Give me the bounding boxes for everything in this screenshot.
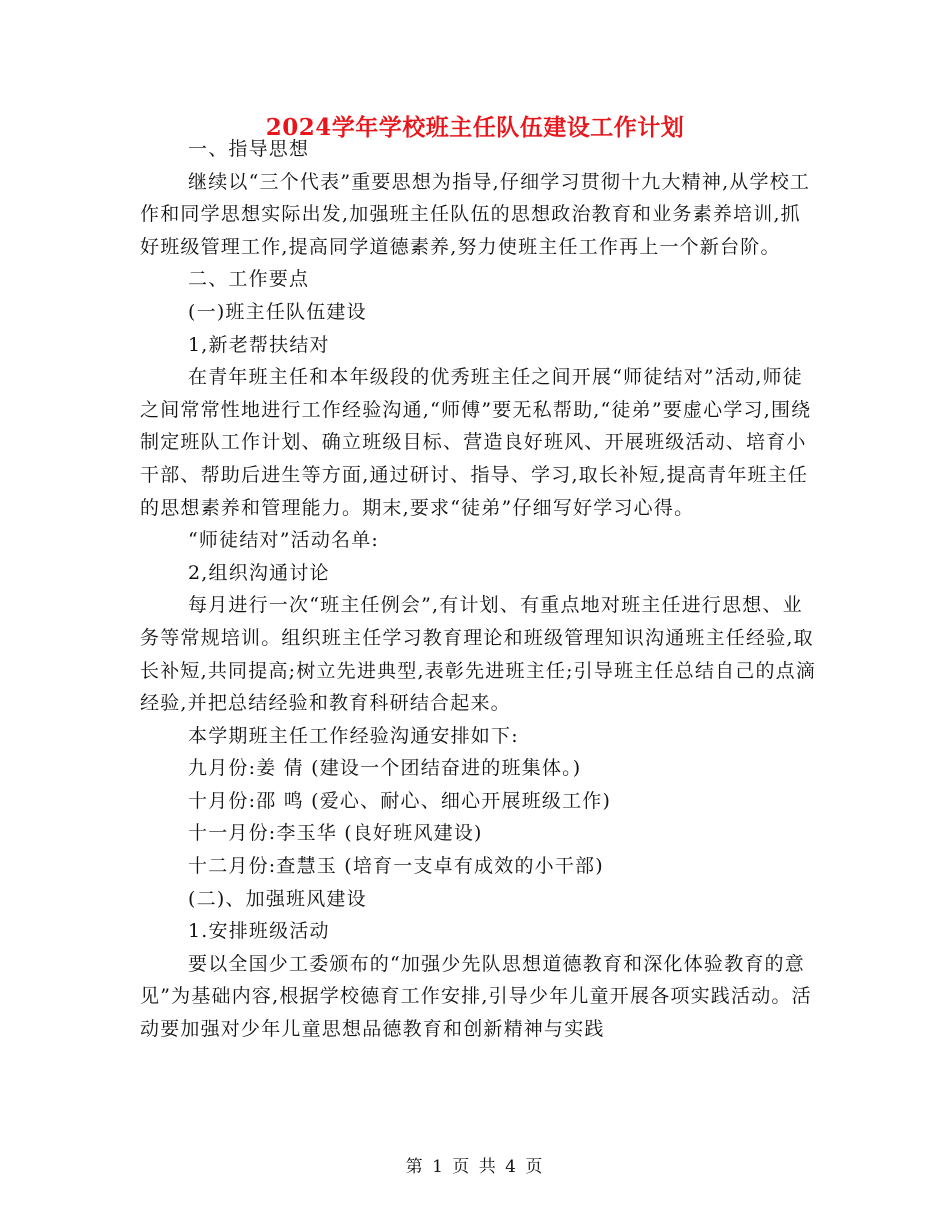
body-paragraph: 每月进行一次“班主任例会”,有计划、有重点地对班主任进行思想、业务等常规培训。组织班主任学习教育理论和班级管理知识沟通班主任经验,取长补短,共同提高;树立先进典型,表彰先进班主任;引导班主任总结自己的点滴经验,并把总结经验和教育科研结合起来。 [140,594,817,715]
subsection-heading: (二)、加强班风建设 [188,887,367,910]
subsection-heading: (一)班主任队伍建设 [188,300,367,323]
document-body [140,133,820,1046]
schedule-item: 九月份:姜 倩 (建设一个团结奋进的班集体。) [188,757,582,780]
body-paragraph: 在青年班主任和本年级段的优秀班主任之间开展“师徒结对”活动,师徒之间常常性地进行工作经验沟通,“师傅”要无私帮助,“徒弟”要虚心学习,围绕制定班队工作计划、确立班级目标、营造良好班风、开展班级活动、培育小干部、帮助后进生等方面,通过研讨、指导、学习,取长补短,提高青年班主任的思想素养和管理能力。期末,要求“徒弟”仔细写好学习心得。 [140,366,812,519]
item-heading: 2,组织沟通讨论 [188,561,330,584]
schedule-item: 十一月份:李玉华 (良好班风建设) [188,822,483,845]
body-paragraph: 要以全国少工委颁布的“加强少先队思想道德教育和深化体验教育的意见”为基础内容,根据学校德育工作安排,引导少年儿童开展各项实践活动。活动要加强对少年儿童思想品德教育和创新精神与实践 [140,952,812,1041]
document-title: 2024学年学校班主任队伍建设工作计划 [265,114,685,141]
body-line: “师徒结对”活动名单: [188,529,380,552]
item-heading: 1,新老帮扶结对 [188,333,330,356]
body-line: 本学期班主任工作经验沟通安排如下: [188,724,519,747]
item-heading: 1.安排班级活动 [188,920,330,943]
schedule-item: 十二月份:查慧玉 (培育一支卓有成效的小干部) [188,855,604,878]
section-heading: 一、指导思想 [188,138,310,160]
section-heading: 二、工作要点 [188,268,310,291]
schedule-item: 十月份:邵 鸣 (爱心、耐心、细心开展班级工作) [188,789,612,812]
body-paragraph: 继续以“三个代表”重要思想为指导,仔细学习贯彻十九大精神,从学校工作和同学思想实际出发,加强班主任队伍的思想政治教育和业务素养培训,抓好班级管理工作,提高同学道德素养,努力使班主任工作再上一个新台阶。 [140,170,811,258]
page-footer: 第 1 页 共 4 页 [405,1157,545,1177]
